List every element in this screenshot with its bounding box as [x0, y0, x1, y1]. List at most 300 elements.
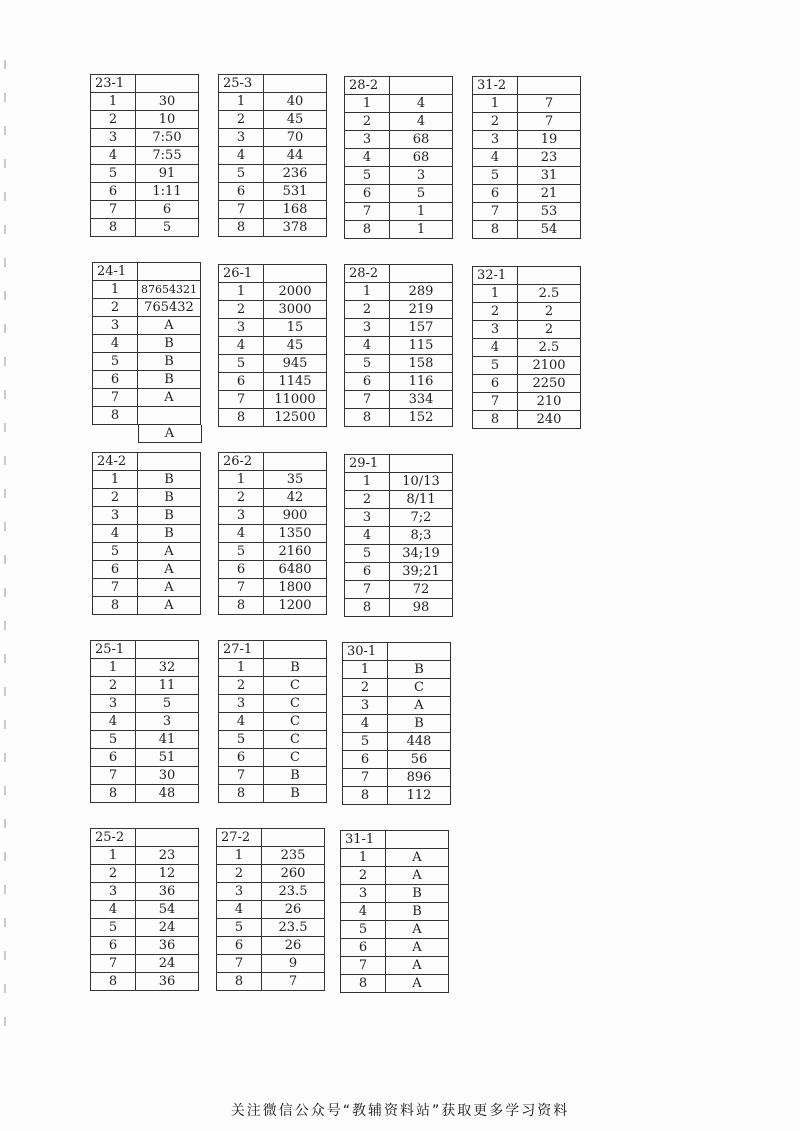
answer-value: B	[138, 489, 201, 507]
table-row	[93, 597, 201, 615]
table-header-blank	[264, 453, 327, 471]
answer-value: C	[388, 679, 451, 697]
question-number: 8	[341, 975, 386, 993]
question-number: 6	[345, 185, 390, 203]
table-row	[217, 865, 325, 883]
answer-table-12	[218, 640, 327, 803]
table-row	[219, 147, 327, 165]
table-row	[219, 165, 327, 183]
answer-value: 115	[390, 337, 453, 355]
answer-value: 56	[388, 751, 451, 769]
answer-value: 1800	[264, 579, 327, 597]
question-number: 7	[341, 957, 386, 975]
question-number: 3	[341, 885, 386, 903]
margin-tick	[4, 258, 6, 267]
table-row	[217, 847, 325, 865]
question-number: 8	[473, 411, 518, 429]
answer-value: 531	[264, 183, 327, 201]
table-row	[217, 955, 325, 973]
table-header-blank	[136, 829, 199, 847]
table-row	[473, 339, 581, 357]
answer-value: A	[138, 389, 201, 407]
table-row	[91, 865, 199, 883]
table-label: 25-1	[91, 641, 136, 659]
table-row	[219, 489, 327, 507]
answer-value: 26	[262, 901, 325, 919]
question-number: 1	[345, 473, 390, 491]
table-row	[343, 715, 451, 733]
table-row	[219, 409, 327, 427]
answer-value: 765432	[138, 299, 201, 317]
answer-table-15	[216, 828, 325, 991]
answer-value: 2.5	[518, 285, 581, 303]
question-number: 1	[93, 471, 138, 489]
table-row	[473, 375, 581, 393]
margin-tick	[4, 159, 6, 168]
answer-value: 7	[262, 973, 325, 991]
table-row	[345, 319, 453, 337]
table-header-blank	[388, 643, 451, 661]
table-row	[473, 303, 581, 321]
table-row	[341, 903, 449, 921]
question-number: 3	[345, 131, 390, 149]
question-number: 5	[91, 731, 136, 749]
table-row	[217, 901, 325, 919]
question-number: 4	[91, 147, 136, 165]
table-row	[217, 973, 325, 991]
table-row	[473, 221, 581, 239]
answer-value: 15	[264, 319, 327, 337]
question-number: 1	[91, 659, 136, 677]
table-header-row	[219, 641, 327, 659]
table-row	[473, 149, 581, 167]
question-number: 3	[473, 131, 518, 149]
margin-tick	[4, 885, 6, 894]
margin-tick	[4, 324, 6, 333]
question-number: 4	[343, 715, 388, 733]
table-label: 29-1	[345, 455, 390, 473]
question-number: 4	[345, 527, 390, 545]
table-row	[91, 731, 199, 749]
answer-value: 36	[136, 937, 199, 955]
question-number: 5	[219, 355, 264, 373]
table-row	[473, 411, 581, 429]
margin-tick	[4, 1017, 6, 1026]
answer-value: 31	[518, 167, 581, 185]
table-row	[91, 201, 199, 219]
answer-value: 2160	[264, 543, 327, 561]
question-number: 6	[341, 939, 386, 957]
table-row	[473, 113, 581, 131]
answer-value: 7:55	[136, 147, 199, 165]
question-number: 1	[91, 93, 136, 111]
margin-tick	[4, 423, 6, 432]
answer-value: 91	[136, 165, 199, 183]
answer-value: A	[386, 957, 449, 975]
question-number: 6	[93, 561, 138, 579]
table-header-row	[473, 77, 581, 95]
table-header-blank	[138, 453, 201, 471]
question-number: 3	[219, 507, 264, 525]
question-number: 3	[91, 883, 136, 901]
binding-margin-marks	[4, 60, 10, 1060]
question-number: 6	[473, 185, 518, 203]
answer-value: 51	[136, 749, 199, 767]
answer-value: 1145	[264, 373, 327, 391]
table-row	[219, 767, 327, 785]
answer-table-10	[344, 454, 453, 617]
question-number: 8	[91, 973, 136, 991]
question-number: 1	[91, 847, 136, 865]
answer-value: 2250	[518, 375, 581, 393]
table-row	[219, 355, 327, 373]
question-number: 4	[91, 901, 136, 919]
table-row	[345, 283, 453, 301]
margin-tick	[4, 60, 6, 69]
question-number: 2	[219, 489, 264, 507]
answer-value: 34;19	[390, 545, 453, 563]
question-number: 7	[217, 955, 262, 973]
question-number: 1	[93, 281, 138, 299]
table-row	[91, 785, 199, 803]
margin-tick	[4, 984, 6, 993]
table-row	[91, 973, 199, 991]
answer-table-7	[472, 266, 581, 429]
margin-tick	[4, 819, 6, 828]
question-number: 7	[219, 201, 264, 219]
answer-value: 378	[264, 219, 327, 237]
answer-value: A	[138, 579, 201, 597]
question-number: 7	[345, 203, 390, 221]
table-label: 31-2	[473, 77, 518, 95]
table-header-blank	[518, 267, 581, 285]
table-header-blank	[390, 455, 453, 473]
answer-value: 45	[264, 111, 327, 129]
question-number: 8	[217, 973, 262, 991]
table-row	[91, 937, 199, 955]
answer-value: 1:11	[136, 183, 199, 201]
table-header-row	[345, 455, 453, 473]
margin-tick	[4, 654, 6, 663]
table-row	[345, 113, 453, 131]
answer-value: 68	[390, 131, 453, 149]
question-number: 8	[219, 785, 264, 803]
table-row	[93, 471, 201, 489]
answer-value: 87654321	[138, 281, 201, 299]
question-number: 2	[341, 867, 386, 885]
answer-value: B	[138, 507, 201, 525]
answer-value: B	[386, 903, 449, 921]
answer-value: 168	[264, 201, 327, 219]
question-number: 4	[341, 903, 386, 921]
answer-value: 68	[390, 149, 453, 167]
question-number: 6	[343, 751, 388, 769]
table-header-row	[341, 831, 449, 849]
answer-value: 3	[390, 167, 453, 185]
table-header-row	[217, 829, 325, 847]
table-header-blank	[264, 641, 327, 659]
answer-value: 48	[136, 785, 199, 803]
answer-value: 26	[262, 937, 325, 955]
question-number: 7	[219, 579, 264, 597]
question-number: 5	[345, 545, 390, 563]
table-row	[93, 407, 201, 425]
table-row	[473, 131, 581, 149]
table-row	[473, 95, 581, 113]
answer-value: 24	[136, 919, 199, 937]
question-number: 8	[93, 407, 138, 425]
question-number: 6	[219, 749, 264, 767]
table-header-blank	[262, 829, 325, 847]
question-number: 7	[473, 393, 518, 411]
table-row	[217, 937, 325, 955]
answer-value: 5	[136, 695, 199, 713]
question-number: 2	[345, 301, 390, 319]
table-row	[219, 525, 327, 543]
margin-tick	[4, 786, 6, 795]
question-number: 5	[219, 165, 264, 183]
table-header-row	[219, 453, 327, 471]
question-number: 7	[345, 581, 390, 599]
answer-value: 116	[390, 373, 453, 391]
table-row	[345, 149, 453, 167]
margin-tick	[4, 357, 6, 366]
answer-value: 21	[518, 185, 581, 203]
table-row	[473, 167, 581, 185]
table-header-row	[473, 267, 581, 285]
question-number: 8	[345, 409, 390, 427]
table-row	[345, 131, 453, 149]
table-row	[343, 697, 451, 715]
table-label: 25-2	[91, 829, 136, 847]
table-row	[91, 749, 199, 767]
answer-value: 900	[264, 507, 327, 525]
answer-value: 2.5	[518, 339, 581, 357]
margin-tick	[4, 621, 6, 630]
question-number: 5	[93, 543, 138, 561]
question-number: 8	[473, 221, 518, 239]
question-number: 8	[91, 785, 136, 803]
table-row	[219, 543, 327, 561]
question-number: 5	[345, 167, 390, 185]
question-number: 7	[473, 203, 518, 221]
table-row	[345, 221, 453, 239]
answer-value: 40	[264, 93, 327, 111]
question-number: 3	[219, 695, 264, 713]
question-number: 7	[93, 579, 138, 597]
question-number: 6	[91, 183, 136, 201]
answer-value: 70	[264, 129, 327, 147]
table-header-row	[93, 453, 201, 471]
question-number: 5	[219, 731, 264, 749]
table-row	[91, 883, 199, 901]
answer-value: 3000	[264, 301, 327, 319]
answer-value: 2100	[518, 357, 581, 375]
question-number: 7	[91, 767, 136, 785]
question-number: 6	[219, 183, 264, 201]
answer-value: 10/13	[390, 473, 453, 491]
table-row	[345, 373, 453, 391]
margin-tick	[4, 390, 6, 399]
answer-value: B	[388, 715, 451, 733]
answer-value: B	[388, 661, 451, 679]
question-number: 2	[343, 679, 388, 697]
question-number: 4	[219, 337, 264, 355]
table-row	[93, 353, 201, 371]
table-row	[93, 335, 201, 353]
answer-value: A	[386, 849, 449, 867]
answer-value: B	[264, 659, 327, 677]
table-row	[93, 281, 201, 299]
table-label: 28-2	[345, 77, 390, 95]
question-number: 8	[219, 219, 264, 237]
table-row	[219, 597, 327, 615]
answer-value: B	[138, 335, 201, 353]
answer-value: 7	[518, 95, 581, 113]
table-header-blank	[136, 641, 199, 659]
margin-tick	[4, 588, 6, 597]
table-row	[91, 219, 199, 237]
question-number: 5	[473, 357, 518, 375]
answer-value: 4	[390, 113, 453, 131]
answer-value: 54	[518, 221, 581, 239]
answer-value: 7	[518, 113, 581, 131]
table-row	[219, 319, 327, 337]
margin-tick	[4, 489, 6, 498]
answer-table-14	[90, 828, 199, 991]
answer-table-5	[218, 264, 327, 427]
answer-value: 41	[136, 731, 199, 749]
table-row	[345, 391, 453, 409]
answer-value: 30	[136, 93, 199, 111]
question-number: 3	[91, 695, 136, 713]
question-number: 1	[217, 847, 262, 865]
question-number: 7	[345, 391, 390, 409]
table-header-row	[91, 75, 199, 93]
question-number: 1	[473, 95, 518, 113]
question-number: 2	[91, 677, 136, 695]
answer-value: 219	[390, 301, 453, 319]
table-row	[219, 201, 327, 219]
answer-value: 334	[390, 391, 453, 409]
answer-value: C	[264, 731, 327, 749]
margin-tick	[4, 918, 6, 927]
table-row	[345, 581, 453, 599]
table-label: 32-1	[473, 267, 518, 285]
table-label: 31-1	[341, 831, 386, 849]
answer-value: 945	[264, 355, 327, 373]
question-number: 5	[341, 921, 386, 939]
question-number: 3	[345, 319, 390, 337]
question-number: 2	[217, 865, 262, 883]
answer-table-2	[344, 76, 453, 239]
answer-value: 152	[390, 409, 453, 427]
answer-value: 98	[390, 599, 453, 617]
answer-value: 54	[136, 901, 199, 919]
answer-value: C	[264, 677, 327, 695]
table-row	[345, 599, 453, 617]
table-row	[93, 507, 201, 525]
question-number: 4	[219, 713, 264, 731]
table-row	[93, 371, 201, 389]
question-number: 8	[219, 597, 264, 615]
question-number: 6	[217, 937, 262, 955]
question-number: 2	[91, 111, 136, 129]
question-number: 7	[91, 201, 136, 219]
question-number: 4	[345, 149, 390, 167]
answer-value: 289	[390, 283, 453, 301]
answer-value: 6480	[264, 561, 327, 579]
table-label: 25-3	[219, 75, 264, 93]
question-number: 4	[217, 901, 262, 919]
answer-value: 53	[518, 203, 581, 221]
answer-value: 35	[264, 471, 327, 489]
table-row	[219, 283, 327, 301]
table-label: 26-1	[219, 265, 264, 283]
question-number: 5	[345, 355, 390, 373]
question-number: 1	[345, 283, 390, 301]
answer-value: 158	[390, 355, 453, 373]
answer-value: 44	[264, 147, 327, 165]
answer-value: B	[264, 785, 327, 803]
question-number: 3	[217, 883, 262, 901]
table-row	[219, 749, 327, 767]
extra-answer-cell: A	[138, 425, 202, 443]
table-row	[343, 661, 451, 679]
question-number: 8	[219, 409, 264, 427]
answer-value: 1	[390, 203, 453, 221]
table-row	[343, 679, 451, 697]
table-row	[343, 769, 451, 787]
question-number: 7	[343, 769, 388, 787]
question-number: 3	[473, 321, 518, 339]
table-row	[473, 203, 581, 221]
footer-note: 关注微信公众号“教辅资料站”获取更多学习资料	[230, 1103, 570, 1119]
answer-value: 240	[518, 411, 581, 429]
answer-value	[138, 407, 201, 425]
question-number: 6	[91, 749, 136, 767]
table-label: 30-1	[343, 643, 388, 661]
table-row	[217, 883, 325, 901]
table-row	[343, 733, 451, 751]
answer-value: B	[138, 371, 201, 389]
table-row	[341, 849, 449, 867]
question-number: 3	[219, 319, 264, 337]
answer-value: 23.5	[262, 883, 325, 901]
question-number: 6	[91, 937, 136, 955]
question-number: 3	[93, 507, 138, 525]
table-row	[219, 301, 327, 319]
answer-value: 12500	[264, 409, 327, 427]
table-row	[91, 767, 199, 785]
table-row	[473, 393, 581, 411]
question-number: 1	[345, 95, 390, 113]
table-row	[91, 147, 199, 165]
table-row	[341, 921, 449, 939]
answer-table-4	[92, 262, 201, 425]
question-number: 3	[343, 697, 388, 715]
table-row	[345, 301, 453, 319]
answer-value: 2	[518, 303, 581, 321]
answer-value: 260	[262, 865, 325, 883]
table-row	[91, 93, 199, 111]
table-row	[219, 373, 327, 391]
table-row	[93, 389, 201, 407]
table-row	[91, 677, 199, 695]
question-number: 5	[219, 543, 264, 561]
question-number: 7	[219, 767, 264, 785]
answer-value: 12	[136, 865, 199, 883]
